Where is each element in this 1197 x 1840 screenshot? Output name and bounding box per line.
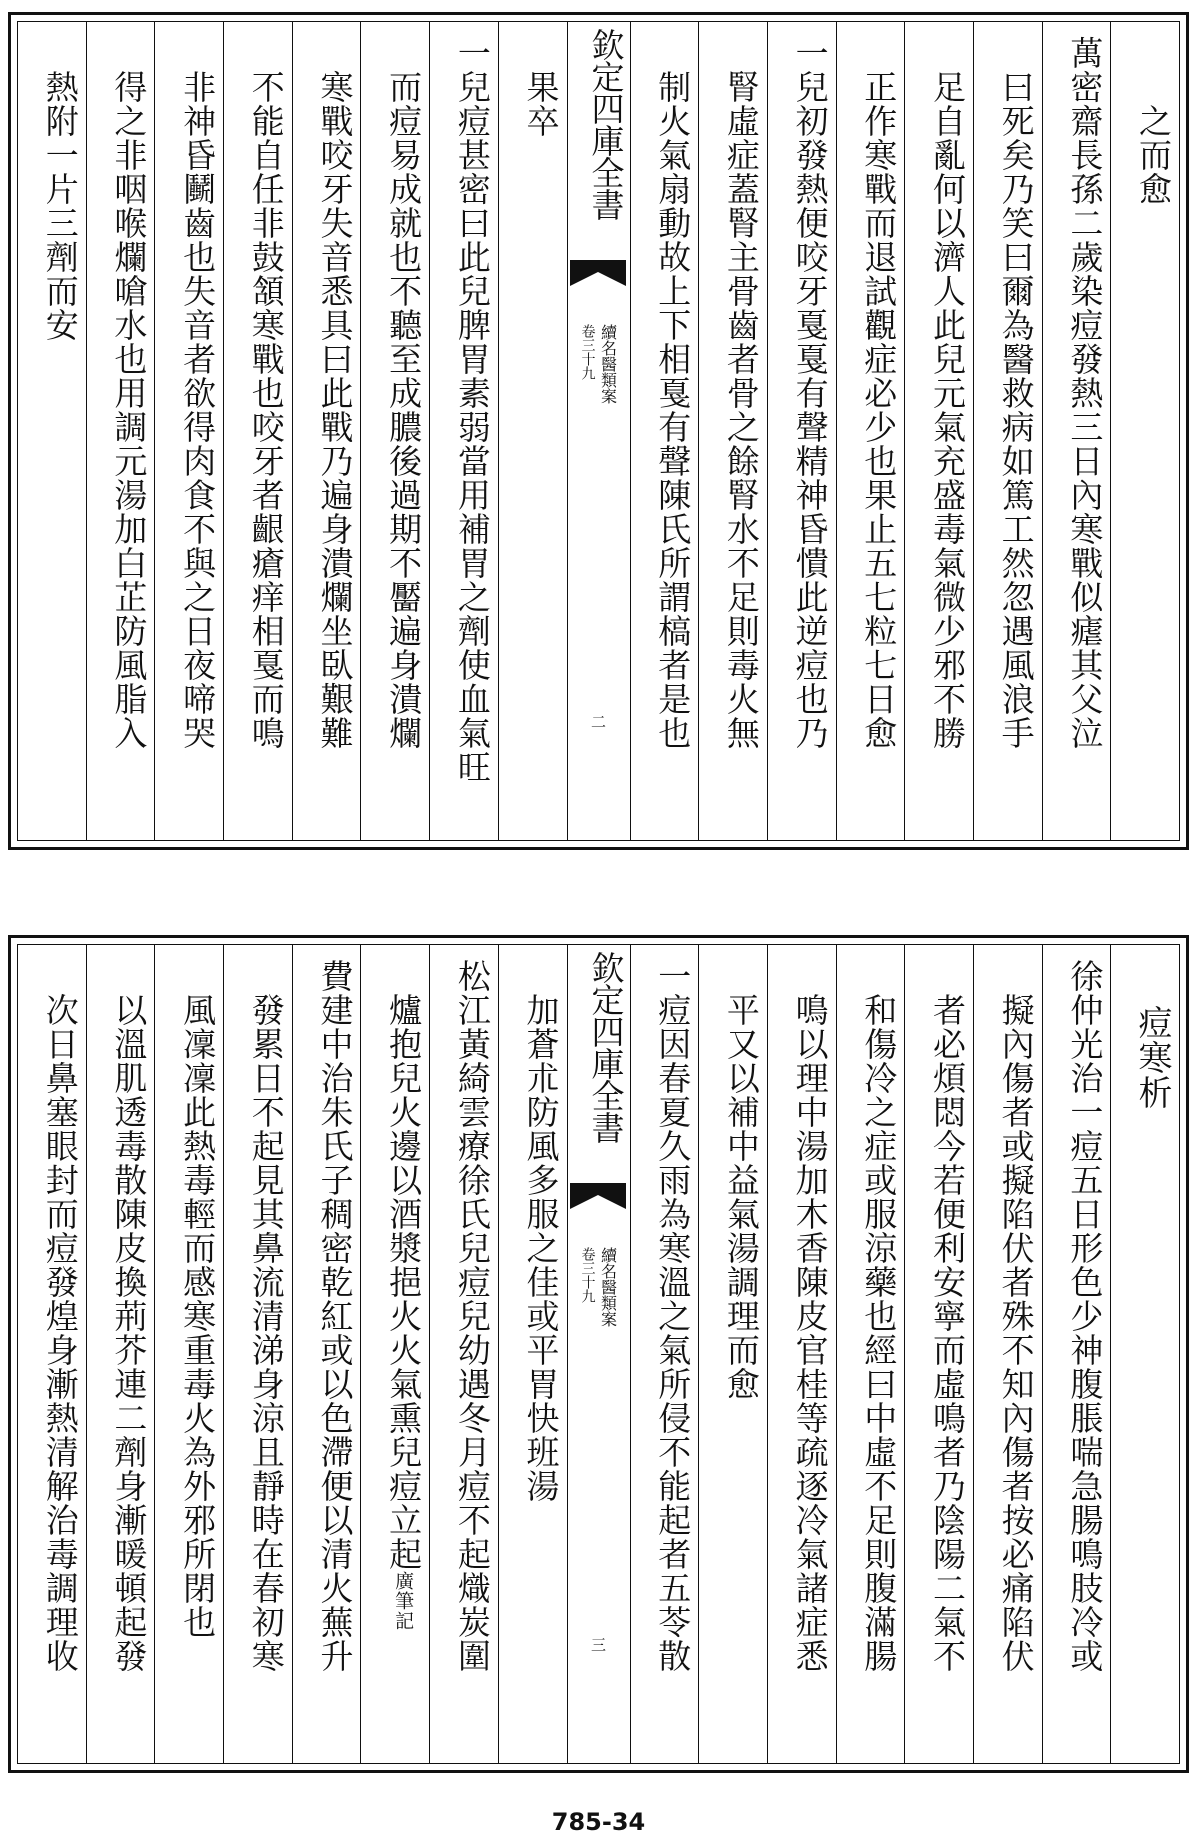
- text-column: 寒戰咬牙失音悉具曰此戰乃遍身潰爛坐臥艱難: [292, 22, 361, 840]
- text-column: 之而愈: [1110, 22, 1179, 840]
- text-column: 不能自任非鼓頷寒戰也咬牙者齦瘡痒相戛而鳴: [223, 22, 292, 840]
- page-footer-number: 785-34: [551, 1808, 646, 1836]
- section-heading: 痘寒析: [1110, 945, 1179, 1763]
- fish-tail-mark: [570, 1183, 626, 1209]
- text-column: 萬密齋長孫二歲染痘發熱三日內寒戰似瘧其父泣: [1042, 22, 1111, 840]
- collection-title: 欽定四庫全書: [586, 28, 626, 220]
- column-text: 爐抱兒火邊以酒漿挹火火氣熏兒痘立起: [384, 993, 424, 1571]
- book-title: 續名醫類案: [598, 324, 618, 404]
- text-column: 熱附一片三劑而安: [40, 70, 80, 342]
- text-column: 加蒼朮防風多服之佳或平胃快班湯: [498, 945, 567, 1763]
- text-column: 腎虛症蓋腎主骨齒者骨之餘腎水不足則毒火無: [698, 22, 767, 840]
- book-title: 續名醫類案: [598, 1247, 618, 1327]
- text-column: 足自亂何以濟人此兒元氣充盛毒氣微少邪不勝: [904, 22, 973, 840]
- text-column: 風凜凜此熱毒輕而感寒重毒火為外邪所閉也: [154, 945, 223, 1763]
- leaf-number: 二: [590, 713, 606, 731]
- text-column: 發累日不起見其鼻流清涕身涼且靜時在春初寒: [223, 945, 292, 1763]
- center-fold: [567, 945, 630, 1763]
- text-column: 一兒痘甚密曰此兒脾胃素弱當用補胃之劑使血氣旺: [429, 22, 498, 840]
- text-column: 制火氣扇動故上下相戛有聲陳氏所謂槁者是也: [630, 22, 699, 840]
- volume-number: 卷三十九: [579, 324, 596, 380]
- text-column: 次日鼻塞眼封而痘發煌身漸熱清解治毒調理收: [40, 993, 80, 1673]
- text-column: 以溫肌透毒散陳皮換荊芥連二劑身漸暖頓起發: [86, 945, 155, 1763]
- leaf-number: 三: [590, 1636, 606, 1654]
- text-column: 平又以補中益氣湯調理而愈: [698, 945, 767, 1763]
- text-column: 而痘易成就也不聽至成膿後過期不靨遍身潰爛: [360, 22, 429, 840]
- source-note: 廣筆記: [392, 1571, 415, 1631]
- volume-number: 卷三十九: [579, 1247, 596, 1303]
- page-leaf-3: [8, 935, 1189, 1773]
- text-column: 曰死矣乃笑曰爾為醫救病如篤工然忽遇風浪手: [973, 22, 1042, 840]
- fish-tail-mark: [570, 260, 626, 286]
- text-column: 擬內傷者或擬陷伏者殊不知內傷者按必痛陷伏: [973, 945, 1042, 1763]
- text-column: 果卒: [498, 22, 567, 840]
- text-column: 松江黃綺雲療徐氏兒痘兒幼遇冬月痘不起熾炭圍: [429, 945, 498, 1763]
- text-column: [360, 945, 429, 1763]
- center-fold: [567, 22, 630, 840]
- text-column: 者必煩悶今若便利安寧而虛鳴者乃陰陽二氣不: [904, 945, 973, 1763]
- page-leaf-2: [8, 12, 1189, 850]
- text-column: 和傷冷之症或服涼藥也經曰中虛不足則腹滿腸: [836, 945, 905, 1763]
- text-column: 鳴以理中湯加木香陳皮官桂等疏逐冷氣諸症悉: [767, 945, 836, 1763]
- collection-title: 欽定四庫全書: [586, 951, 626, 1143]
- text-column: 非神昏鬭齒也失音者欲得肉食不與之日夜啼哭: [154, 22, 223, 840]
- text-column: 得之非咽喉爛嗆水也用調元湯加白芷防風脂入: [86, 22, 155, 840]
- text-column: 正作寒戰而退試觀症必少也果止五七粒七日愈: [836, 22, 905, 840]
- text-column: 徐仲光治一痘五日形色少神腹脹喘急腸鳴肢冷或: [1042, 945, 1111, 1763]
- text-column: 費建中治朱氏子稠密乾紅或以色滯便以清火蕪升: [292, 945, 361, 1763]
- text-column: 一兒初發熱便咬牙戛戛有聲精神昏憒此逆痘也乃: [767, 22, 836, 840]
- text-column: 一痘因春夏久雨為寒溫之氣所侵不能起者五苓散: [630, 945, 699, 1763]
